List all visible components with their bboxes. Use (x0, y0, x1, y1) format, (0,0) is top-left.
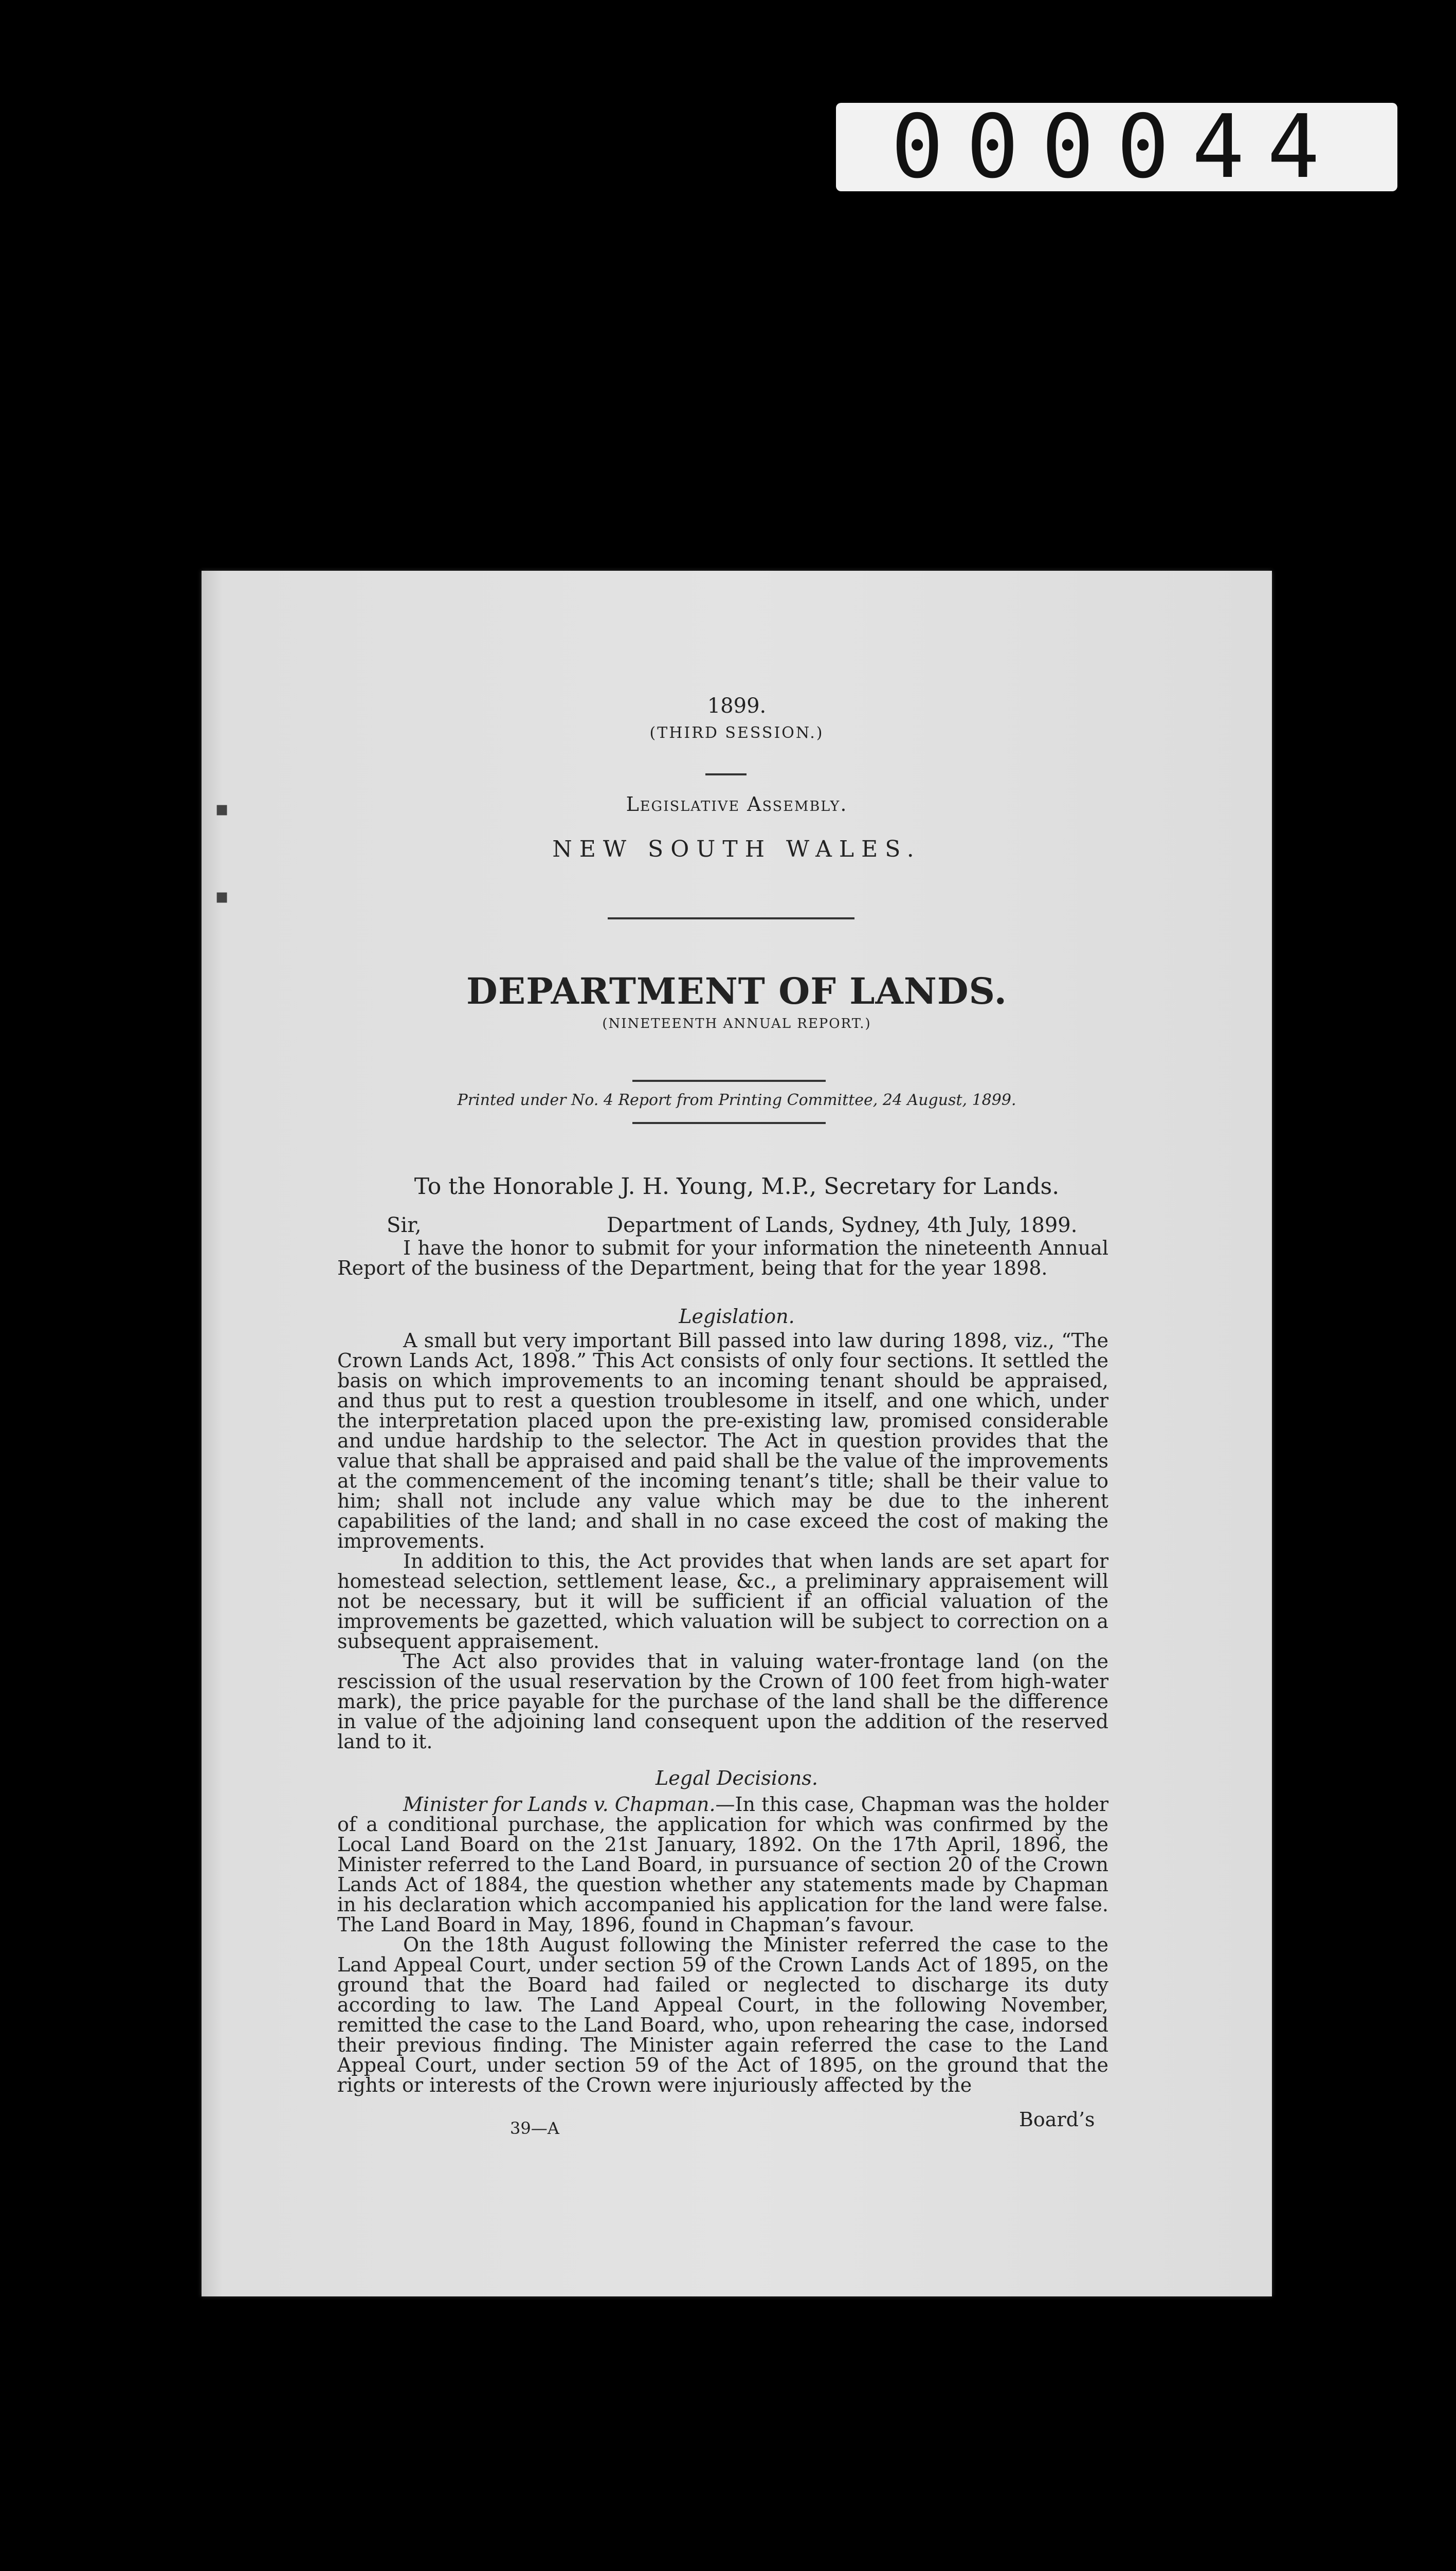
address-line: To the Honorable J. H. Young, M.P., Secretary for Lands. (414, 1173, 1060, 1200)
session: (THIRD SESSION.) (649, 724, 824, 742)
assembly-heading: Legislative Assembly. (626, 793, 848, 816)
paragraph-text: —In this case, Chapman was the holder of a conditional purchase, the application for which was confirmed by the Local Land Board on the 21st January, 1892. On the 17th April, 1896, the Minister referred to the Land Board, in pursuance of section 20 of the Crown Lands Act of 1884, the question whether any statements made by Chapman in his declaration which accompanied his application for the land were false. The Land Board in May, 1896, found in Chapman’s favour. (337, 1793, 1108, 1936)
paragraph: A small but very important Bill passed into law during 1898, viz., “The Crown Lands Act, 1898.” This Act consists of only four sections. It settled the basis on which improvements to an incoming tenant should be appraised, and thus put to rest a question troublesome in itself, and one which, under the interpretation placed upon the pre-existing law, promised considerable and undue hardship to the selector. The Act in question provides that the value that shall be appraised and paid shall be the value of the improvements at the commencement of the incoming tenant’s title; shall be their value to him; shall not include any value which may be due to the inherent capabilities of the land; and shall in no case exceed the cost of making the improvements. (337, 1329, 1108, 1552)
legislation-section (337, 1331, 1108, 1752)
frame-number: 000044 (836, 103, 1397, 191)
paragraph (337, 1795, 1108, 1935)
margin-mark: ▪ (215, 884, 229, 908)
page-title: DEPARTMENT OF LANDS. (466, 970, 1007, 1012)
salutation: Sir, (387, 1214, 422, 1237)
year: 1899. (707, 694, 767, 718)
heading-legislation: Legislation. (679, 1305, 795, 1328)
paragraph: In addition to this, the Act provides that when lands are set apart for homestead selection, settlement lease, &c., a preliminary appraisement will not be necessary, but it will be sufficient if an official valuation of the improvements be gazetted, which valuation will be subject to correction on a subsequent appraisement. (337, 1550, 1108, 1653)
heading-legal-decisions: Legal Decisions. (656, 1767, 818, 1789)
paragraph: On the 18th August following the Minister referred the case to the Land Appeal Court, under section 59 of the Crown Lands Act of 1895, on the ground that the Board had failed or neglected to discharge its duty according to law. The Land Appeal Court, in the following November, remitted the case to the Land Board, who, upon rehearing the case, indorsed their previous finding. The Minister again referred the case to the Land Appeal Court, under section 59 of the Act of 1895, on the ground that the rights or interests of the Crown were injuriously affected by the (337, 1933, 1108, 2096)
rule (632, 1122, 826, 1124)
signature-mark: 39—A (510, 2119, 559, 2138)
catchword: Board’s (1019, 2108, 1095, 2131)
intro-text: I have the honor to submit for your information the nineteenth Annual Report of the business of the Department, being that for the year 1898. (337, 1237, 1108, 1279)
margin-mark: ▪ (215, 797, 229, 821)
legal-section (337, 1795, 1108, 2095)
printed-note: Printed under No. 4 Report from Printing Committee, 24 August, 1899. (457, 1091, 1016, 1109)
rule (632, 1080, 826, 1082)
case-name: Minister for Lands v. Chapman. (403, 1793, 716, 1816)
paragraph: The Act also provides that in valuing water-frontage land (on the rescission of the usual reservation by the Crown of 100 feet from high-water mark), the price payable for the purchase of the land shall be the difference in value of the adjoining land consequent upon the addition of the reserved land to it. (337, 1650, 1108, 1753)
dateline: Department of Lands, Sydney, 4th July, 1899. (607, 1214, 1078, 1237)
state-heading: NEW SOUTH WALES. (552, 836, 921, 862)
short-rule (705, 773, 747, 775)
document-page (202, 571, 1272, 2296)
rule (608, 917, 854, 919)
subtitle: (NINETEENTH ANNUAL REPORT.) (602, 1016, 871, 1031)
intro-paragraph (337, 1238, 1108, 1278)
